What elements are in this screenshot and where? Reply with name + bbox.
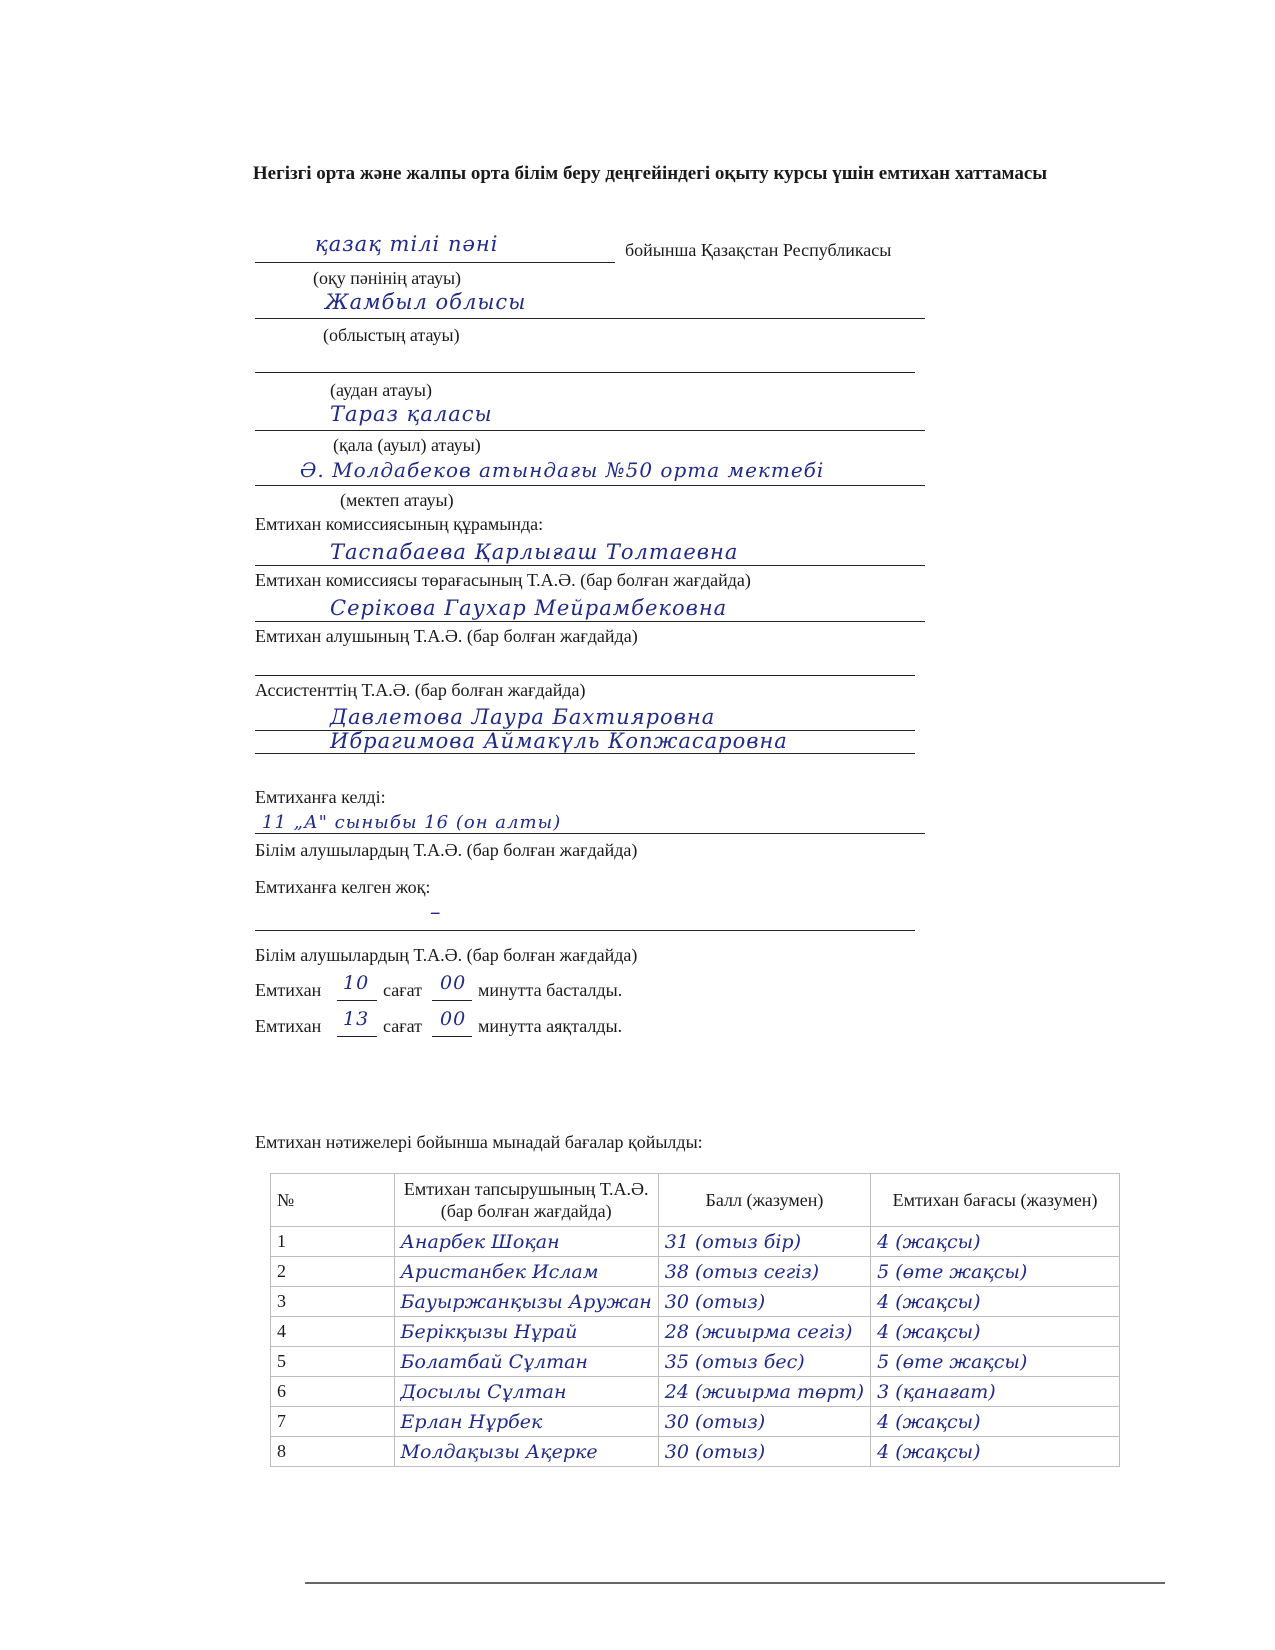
end-exam-word: Емтихан xyxy=(255,1016,322,1036)
row-score: 30 (отыз) xyxy=(658,1287,870,1317)
row-score: 31 (отыз бір) xyxy=(658,1227,870,1257)
region-value: Жамбыл облысы xyxy=(325,290,527,314)
assistant-line-2 xyxy=(255,753,915,754)
table-row xyxy=(271,1437,1120,1467)
row-name: Берікқызы Нұрай xyxy=(394,1317,658,1347)
row-score: 24 (жиырма төрт) xyxy=(658,1377,870,1407)
start-hour-word: сағат xyxy=(383,980,422,1000)
row-score: 38 (отыз сегіз) xyxy=(658,1257,870,1287)
start-exam-word: Емтихан xyxy=(255,980,322,1000)
assistant-value-2: Ибрагимова Аймакүль Копжасаровна xyxy=(330,729,788,753)
table-row xyxy=(271,1257,1120,1287)
end-text: минутта аяқталды. xyxy=(478,1016,623,1036)
table-row xyxy=(271,1347,1120,1377)
school-line xyxy=(255,485,925,486)
attended-label: Емтиханға келді: xyxy=(255,787,386,807)
header-score: Балл (жазумен) xyxy=(658,1174,870,1227)
row-name: Бауыржанқызы Аружан xyxy=(394,1287,658,1317)
attended-line xyxy=(255,833,925,834)
end-hour: 13 xyxy=(343,1008,370,1030)
table-row xyxy=(271,1407,1120,1437)
row-name: Ерлан Нұрбек xyxy=(394,1407,658,1437)
end-hour-line xyxy=(337,1036,377,1037)
commission-line xyxy=(255,565,925,566)
start-hour-line xyxy=(337,1000,377,1001)
row-score: 35 (отыз бес) xyxy=(658,1347,870,1377)
row-num: 4 xyxy=(271,1317,395,1347)
region-line xyxy=(255,318,925,319)
row-name: Досылы Сұлтан xyxy=(394,1377,658,1407)
assistant-value-1: Давлетова Лаура Бахтияровна xyxy=(330,705,716,729)
header-num: № xyxy=(271,1174,395,1227)
commission-value: Таспабаева Қарлығаш Толтаевна xyxy=(330,540,739,564)
row-score: 30 (отыз) xyxy=(658,1407,870,1437)
row-num: 5 xyxy=(271,1347,395,1377)
document-title: Негізгі орта және жалпы орта білім беру деңгейіндегі оқыту курсы үшін емтихан хаттамасы xyxy=(252,163,1048,184)
row-grade: 4 (жақсы) xyxy=(871,1317,1120,1347)
row-num: 2 xyxy=(271,1257,395,1287)
row-name: Молдақызы Ақерке xyxy=(394,1437,658,1467)
row-num: 3 xyxy=(271,1287,395,1317)
end-minute-line xyxy=(432,1036,472,1037)
absent-value: – xyxy=(430,900,442,924)
absent-line xyxy=(255,930,915,931)
district-line xyxy=(255,372,915,373)
row-grade: 4 (жақсы) xyxy=(871,1407,1120,1437)
school-caption: (мектеп атауы) xyxy=(340,490,454,510)
start-minute-line xyxy=(432,1000,472,1001)
row-name: Аристанбек Ислам xyxy=(394,1257,658,1287)
start-hour: 10 xyxy=(343,972,370,994)
subject-caption: (оқу пәнінің атауы) xyxy=(313,268,462,288)
row-num: 7 xyxy=(271,1407,395,1437)
chair-value: Серікова Гаухар Мейрамбековна xyxy=(330,596,728,620)
commission-label: Емтихан комиссиясының құрамында: xyxy=(255,514,544,534)
school-value: Ә. Молдабеков атындағы №50 орта мектебі xyxy=(300,458,825,482)
start-minute: 00 xyxy=(440,972,467,994)
row-grade: 5 (өте жақсы) xyxy=(871,1257,1120,1287)
city-caption: (қала (ауыл) атауы) xyxy=(333,435,481,455)
header-name: Емтихан тапсырушының Т.А.Ә. (бар болған жағдайда) xyxy=(394,1174,658,1227)
end-hour-word: сағат xyxy=(383,1016,422,1036)
results-intro: Емтихан нәтижелері бойынша мынадай бағалар қойылды: xyxy=(255,1132,703,1152)
absent-label: Емтиханға келген жоқ: xyxy=(255,877,431,897)
start-text: минутта басталды. xyxy=(478,980,623,1000)
results-header-row xyxy=(271,1174,1120,1227)
row-grade: 3 (қанағат) xyxy=(871,1377,1120,1407)
chair-label: Емтихан комиссиясы төрағасының Т.А.Ә. (бар болған жағдайда) xyxy=(255,570,751,590)
row-num: 6 xyxy=(271,1377,395,1407)
header-grade: Емтихан бағасы (жазумен) xyxy=(871,1174,1120,1227)
chair-line xyxy=(255,621,925,622)
table-row xyxy=(271,1317,1120,1347)
results-table xyxy=(270,1173,1120,1467)
row-num: 1 xyxy=(271,1227,395,1257)
district-caption: (аудан атауы) xyxy=(330,380,432,400)
row-name: Болатбай Сұлтан xyxy=(394,1347,658,1377)
end-minute: 00 xyxy=(440,1008,467,1030)
assistant-label: Ассистенттің Т.А.Ә. (бар болған жағдайда) xyxy=(255,680,586,700)
city-line xyxy=(255,430,925,431)
row-score: 30 (отыз) xyxy=(658,1437,870,1467)
examiner-line xyxy=(255,675,915,676)
subject-value: қазақ тілі пәні xyxy=(315,232,499,256)
attended-caption: Білім алушылардың Т.А.Ә. (бар болған жағдайда) xyxy=(255,840,638,860)
row-grade: 4 (жақсы) xyxy=(871,1287,1120,1317)
row-score: 28 (жиырма сегіз) xyxy=(658,1317,870,1347)
page-bottom-edge xyxy=(305,1582,1165,1584)
table-row xyxy=(271,1227,1120,1257)
absent-caption: Білім алушылардың Т.А.Ә. (бар болған жағдайда) xyxy=(255,945,638,965)
row-grade: 4 (жақсы) xyxy=(871,1437,1120,1467)
city-value: Тараз қаласы xyxy=(330,402,493,426)
row-grade: 4 (жақсы) xyxy=(871,1227,1120,1257)
examiner-label: Емтихан алушының Т.А.Ә. (бар болған жағдайда) xyxy=(255,626,638,646)
subject-line xyxy=(255,262,615,263)
subject-suffix: бойынша Қазақстан Республикасы xyxy=(625,240,892,260)
row-name: Анарбек Шоқан xyxy=(394,1227,658,1257)
attended-value: 11 „А" сыныбы 16 (он алты) xyxy=(262,812,562,833)
table-row xyxy=(271,1287,1120,1317)
region-caption: (облыстың атауы) xyxy=(323,325,460,345)
row-grade: 5 (өте жақсы) xyxy=(871,1347,1120,1377)
table-row xyxy=(271,1377,1120,1407)
row-num: 8 xyxy=(271,1437,395,1467)
